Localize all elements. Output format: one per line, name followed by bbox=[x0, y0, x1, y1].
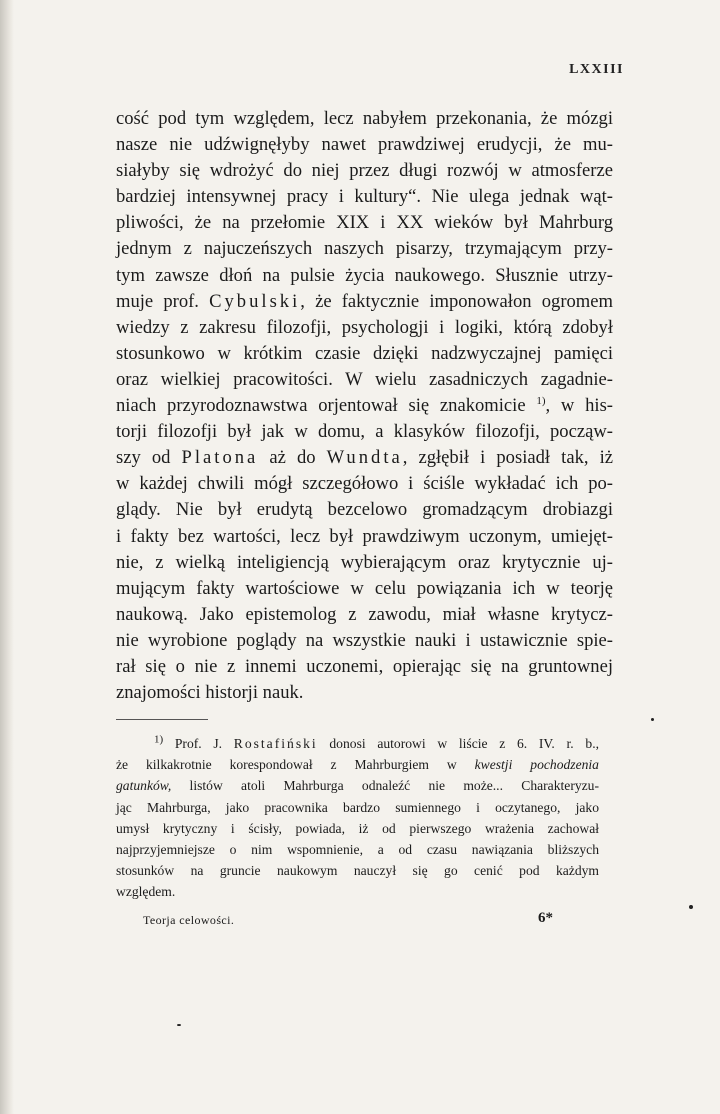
text-fragment: , że faktycznie imponowałon ogromem bbox=[300, 290, 613, 312]
text-line: siałyby się wdrożyć do niej przez długi rozwój w atmosferze bbox=[116, 160, 613, 182]
footnote-line: stosunków na gruncie naukowym nauczył się go cenić pod każdym bbox=[116, 863, 599, 879]
footnote-line: jąc Mahrburga, jako pracownika bardzo sumiennego i oczytanego, jako bbox=[116, 799, 599, 815]
text-line bbox=[116, 393, 613, 419]
footer-signature-mark: 6* bbox=[538, 910, 553, 926]
text-line: rał się o nie z innemi uczonemi, opierając się na gruntownej bbox=[116, 655, 613, 677]
text-fragment: , w his- bbox=[545, 395, 613, 417]
text-line: nasze nie udźwignęłyby nawet prawdziwej erudycji, że mu- bbox=[116, 134, 613, 156]
footnote-line bbox=[116, 775, 599, 796]
text-fragment: listów atoli Mahrburga odnaleźć nie może... Charakteryzu- bbox=[171, 778, 599, 794]
spaced-name-platona: Platona bbox=[181, 447, 259, 469]
italic-title: gatunków, bbox=[116, 778, 172, 794]
text-line: glądy. Nie był erudytą bezcelowo gromadzącym drobiazgi bbox=[116, 499, 613, 521]
paper-speck bbox=[651, 718, 654, 721]
footnote-line: względem. bbox=[116, 884, 176, 900]
italic-title: kwestji pochodzenia bbox=[474, 757, 599, 773]
text-line: znajomości historji nauk. bbox=[116, 682, 304, 704]
text-line: w każdej chwili mógł szczegółowo i ściśle wykładać ich po- bbox=[116, 473, 613, 495]
footnote-line bbox=[116, 754, 599, 775]
text-line: oraz wielkiej pracowitości. W wielu zasadniczych zagadnie- bbox=[116, 368, 613, 390]
text-line bbox=[116, 445, 613, 471]
footnote-separator bbox=[116, 719, 208, 720]
text-line: nie wyrobione poglądy na wszystkie nauki i ustawicznie spie- bbox=[116, 629, 613, 651]
page-number: LXXIII bbox=[569, 62, 624, 77]
text-line: nie, z wielką inteligiencją wybierającym oraz krytycznie uj- bbox=[116, 551, 613, 573]
footnote-line bbox=[116, 733, 599, 754]
text-fragment: Prof. J. bbox=[163, 736, 234, 751]
page-left-edge-shadow bbox=[0, 0, 14, 1114]
spaced-name-wundta: Wundta bbox=[326, 447, 403, 469]
footnote-line: umysł krytyczny i ścisły, powiada, iż od pierwszego wrażenia zachował bbox=[116, 820, 599, 836]
footnote-line: najprzyjemniejsze o nim wspomnienie, a od czasu nawiązania bliższych bbox=[116, 842, 599, 858]
text-fragment: , zgłębił i posiadł tak, iż bbox=[402, 447, 613, 469]
text-fragment: muje prof. bbox=[116, 290, 210, 312]
text-line: bardziej intensywnej pracy i kultury“. Nie ulega jednak wąt- bbox=[116, 186, 613, 208]
footer-book-title: Teorja celowości. bbox=[143, 913, 235, 927]
main-text-body bbox=[116, 106, 613, 706]
text-line: wiedzy z zakresu filozofji, psychologji i logiki, którą zdobył bbox=[116, 316, 613, 338]
footnote bbox=[116, 733, 599, 903]
footnote-marker: 1) bbox=[154, 733, 164, 746]
text-fragment: niach przyrodoznawstwa orjentował się znakomicie bbox=[116, 395, 537, 417]
text-fragment: szy od bbox=[116, 447, 182, 469]
text-line: pliwości, że na przełomie XIX i XX wieków był Mahrburg bbox=[116, 212, 613, 234]
text-line: jednym z najuczeńszych naszych pisarzy, trzymającym przy- bbox=[116, 238, 613, 260]
spaced-name-rostafinski: Rostafiński bbox=[233, 736, 318, 751]
spaced-name-cybulski: Cybulski bbox=[209, 290, 301, 312]
text-line: cość pod tym względem, lecz nabyłem przekonania, że mózgi bbox=[116, 108, 613, 129]
text-line: naukową. Jako epistemolog z zawodu, miał własne krytycz- bbox=[116, 603, 613, 625]
text-fragment: aż do bbox=[258, 447, 327, 469]
text-fragment: donosi autorowi w liście z 6. IV. r. b., bbox=[317, 736, 599, 751]
footnote-reference: 1) bbox=[536, 394, 546, 407]
paper-speck bbox=[177, 1024, 181, 1026]
text-fragment: że kilkakrotnie korespondował z Mahrburgiem w bbox=[116, 757, 475, 773]
text-line: mującym fakty wartościowe w celu powiązania ich w teorję bbox=[116, 577, 613, 599]
text-line bbox=[116, 289, 613, 315]
paper-speck bbox=[689, 905, 693, 909]
text-line: tym zawsze dłoń na pulsie życia naukowego. Słusznie utrzy- bbox=[116, 264, 613, 286]
text-line: stosunkowo w krótkim czasie dzięki nadzwyczajnej pamięci bbox=[116, 342, 613, 364]
text-line: i fakty bez wartości, lecz był prawdziwym uczonym, umiejęt- bbox=[116, 525, 613, 547]
text-line: torji filozofji był jak w domu, a klasyków filozofji, począw- bbox=[116, 421, 613, 443]
